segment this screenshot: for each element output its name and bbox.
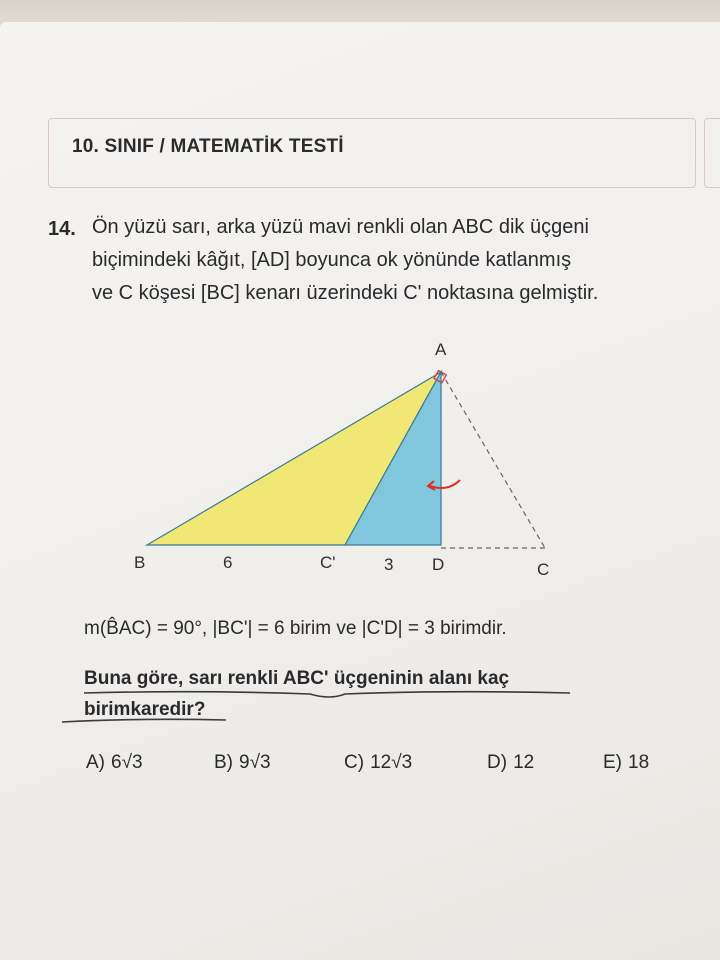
option-c[interactable] (344, 752, 412, 774)
option-b-text: 9√3 (239, 752, 271, 773)
option-e-text: 18 (628, 752, 650, 773)
test-title: 10. SINIF / MATEMATİK TESTİ (72, 136, 344, 157)
option-e-letter: E) (603, 752, 622, 773)
question-line-1: Ön yüzü sarı, arka yüzü mavi renkli olan ABC dik üçgeni (92, 216, 589, 238)
question-prompt-line-1: Buna göre, sarı renkli ABC' üçgeninin alanı kaç (84, 668, 510, 689)
given-condition: m(B̂AC) = 90°, |BC'| = 6 birim ve |C'D| = 3 birimdir. (84, 618, 507, 639)
label-a: A (435, 340, 447, 359)
option-e[interactable] (603, 752, 649, 774)
label-b: B (134, 553, 146, 572)
pen-underline-2 (62, 719, 226, 722)
option-d-text: 12 (513, 752, 535, 773)
option-a-text: 6√3 (111, 752, 143, 773)
option-b-letter: B) (214, 752, 233, 773)
question-line-2: biçimindeki kâğıt, [AD] boyunca ok yönünde katlanmış (92, 249, 572, 271)
label-c: C (537, 560, 550, 579)
label-c-prime: C' (320, 553, 336, 572)
option-d[interactable] (487, 752, 534, 774)
option-c-text: 12√3 (370, 752, 413, 773)
option-b[interactable] (214, 752, 271, 774)
question-number: 14. (48, 218, 76, 240)
pen-underline-1 (84, 692, 570, 697)
option-a-letter: A) (86, 752, 105, 773)
option-d-letter: D) (487, 752, 508, 773)
label-d: D (432, 555, 445, 574)
label-bc-prime-length: 6 (223, 553, 233, 572)
option-c-letter: C) (344, 752, 365, 773)
question-prompt-line-2: birimkaredir? (84, 699, 206, 720)
option-a[interactable] (86, 752, 143, 774)
question-line-3: ve C köşesi [BC] kenarı üzerindeki C' noktasına gelmiştir. (92, 282, 599, 304)
label-c-prime-d-length: 3 (384, 555, 394, 574)
